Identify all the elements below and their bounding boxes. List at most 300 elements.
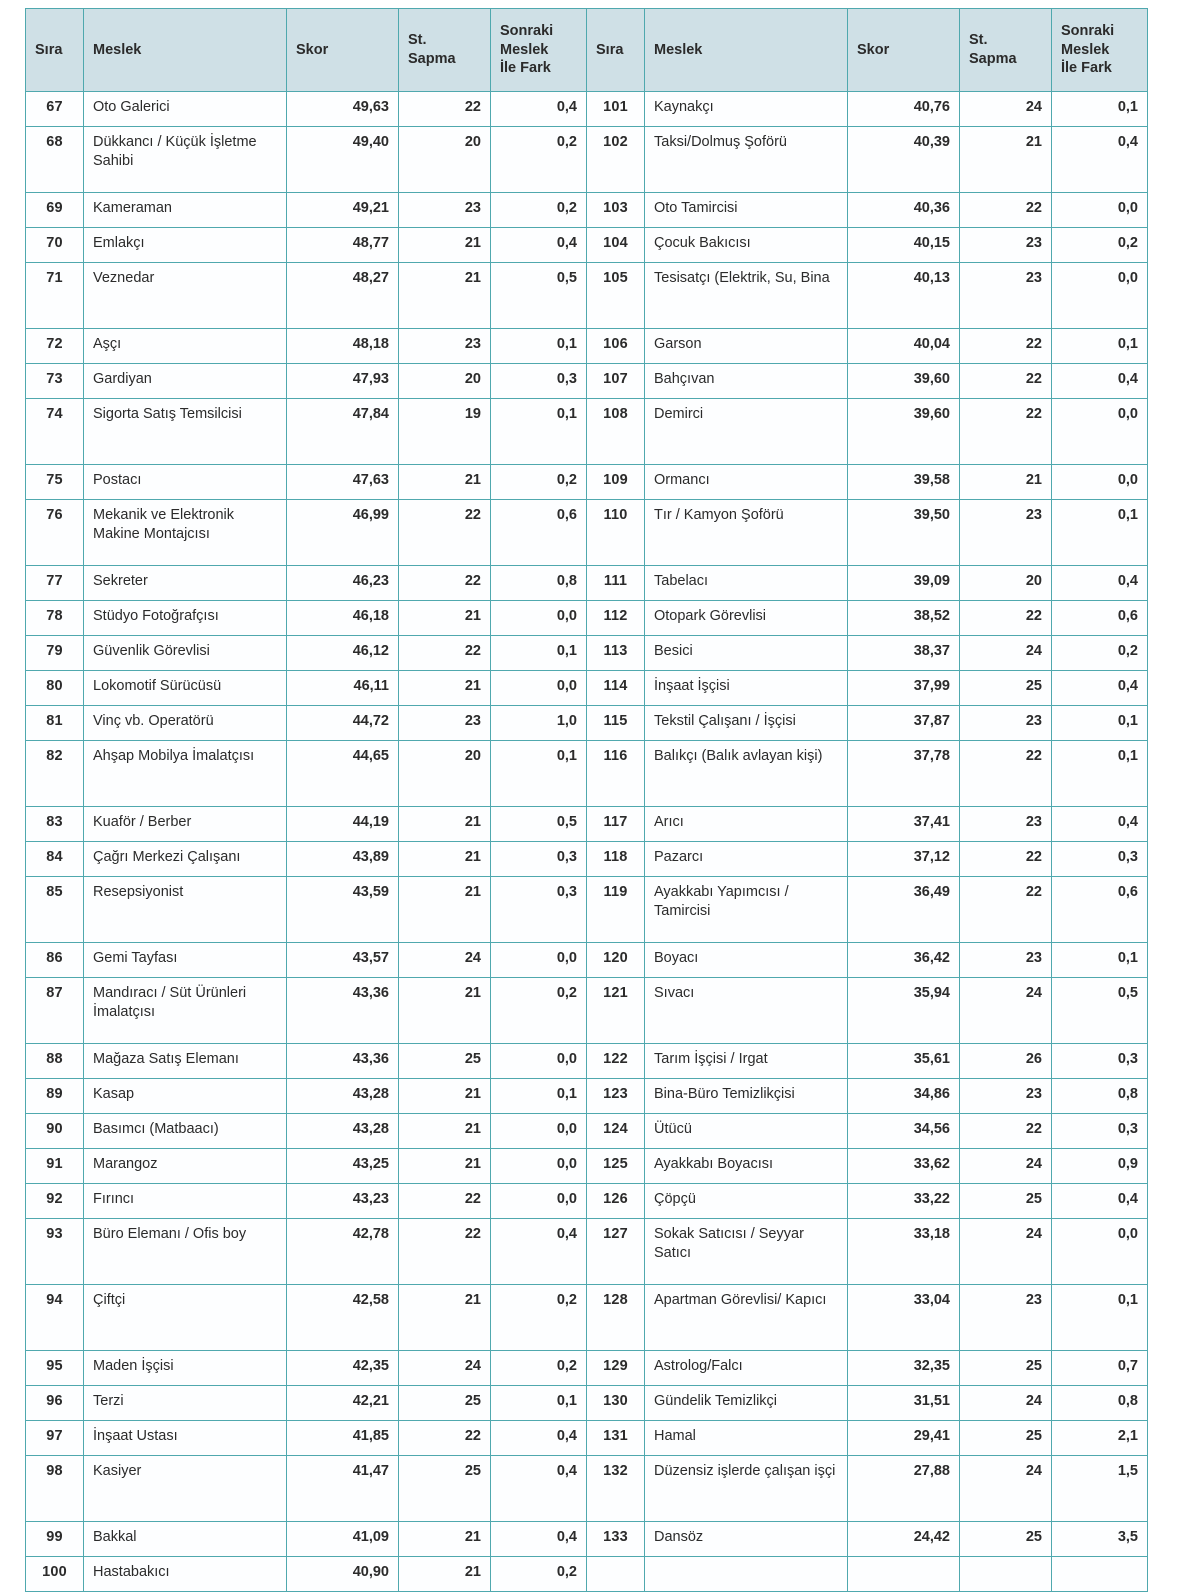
header-skor-left: Skor	[287, 9, 399, 92]
cell-rank-left: 72	[26, 329, 84, 364]
cell-occupation-left: Gemi Tayfası	[84, 943, 287, 978]
cell-score-left: 41,47	[287, 1456, 399, 1522]
cell-stdev-right: 23	[960, 706, 1052, 741]
cell-diff-left: 0,1	[491, 329, 587, 364]
cell-occupation-right: Ayakkabı Yapımcısı / Tamircisi	[645, 877, 848, 943]
header-st-sapma-right	[960, 9, 1052, 92]
cell-score-right: 33,22	[848, 1184, 960, 1219]
cell-stdev-right: 23	[960, 500, 1052, 566]
cell-rank-left: 69	[26, 193, 84, 228]
cell-rank-right: 103	[587, 193, 645, 228]
cell-occupation-right: Çocuk Bakıcısı	[645, 228, 848, 263]
cell-stdev-right: 23	[960, 1285, 1052, 1351]
cell-diff-right: 1,5	[1052, 1456, 1148, 1522]
cell-occupation-right: Kaynakçı	[645, 92, 848, 127]
cell-stdev-right: 23	[960, 1079, 1052, 1114]
cell-rank-left: 84	[26, 842, 84, 877]
header-fark-left-line2: Meslek	[500, 41, 549, 58]
cell-rank-left: 70	[26, 228, 84, 263]
cell-occupation-right: Otopark Görevlisi	[645, 601, 848, 636]
cell-diff-left: 0,3	[491, 842, 587, 877]
cell-stdev-right: 22	[960, 601, 1052, 636]
cell-rank-right: 105	[587, 263, 645, 329]
cell-diff-left: 0,3	[491, 877, 587, 943]
cell-occupation-right: Tır / Kamyon Şoförü	[645, 500, 848, 566]
cell-occupation-left: Maden İşçisi	[84, 1351, 287, 1386]
cell-score-right: 40,15	[848, 228, 960, 263]
cell-score-left: 46,12	[287, 636, 399, 671]
cell-occupation-right: Astrolog/Falcı	[645, 1351, 848, 1386]
header-fark-right-line3: İle Fark	[1061, 60, 1112, 77]
cell-rank-right: 131	[587, 1421, 645, 1456]
cell-diff-right: 0,2	[1052, 636, 1148, 671]
cell-rank-left: 88	[26, 1044, 84, 1079]
cell-diff-left: 0,0	[491, 601, 587, 636]
table-row	[26, 500, 1148, 566]
cell-diff-left: 0,0	[491, 1044, 587, 1079]
cell-rank-right: 118	[587, 842, 645, 877]
cell-score-left: 47,63	[287, 465, 399, 500]
cell-occupation-right: Balıkçı (Balık avlayan kişi)	[645, 741, 848, 807]
cell-stdev-right: 21	[960, 465, 1052, 500]
cell-occupation-left: Postacı	[84, 465, 287, 500]
table-row	[26, 399, 1148, 465]
cell-diff-right: 0,7	[1052, 1351, 1148, 1386]
cell-rank-right: 101	[587, 92, 645, 127]
cell-score-right: 38,52	[848, 601, 960, 636]
cell-occupation-right: Tarım İşçisi / Irgat	[645, 1044, 848, 1079]
cell-rank-right: 120	[587, 943, 645, 978]
table-header	[26, 9, 1148, 92]
cell-stdev-left: 24	[399, 1351, 491, 1386]
cell-rank-right: 104	[587, 228, 645, 263]
cell-diff-right: 0,0	[1052, 465, 1148, 500]
cell-stdev-left: 23	[399, 706, 491, 741]
cell-score-left: 47,93	[287, 364, 399, 399]
cell-stdev-left: 22	[399, 500, 491, 566]
header-st-sapma-right-line2: Sapma	[969, 51, 1017, 67]
cell-stdev-right: 25	[960, 671, 1052, 706]
cell-score-right: 33,18	[848, 1219, 960, 1285]
cell-score-right: 37,12	[848, 842, 960, 877]
cell-stdev-right: 22	[960, 329, 1052, 364]
cell-stdev-left: 21	[399, 1557, 491, 1592]
cell-occupation-left: Büro Elemanı / Ofis boy	[84, 1219, 287, 1285]
cell-rank-left: 81	[26, 706, 84, 741]
table-row	[26, 1285, 1148, 1351]
cell-score-left: 42,78	[287, 1219, 399, 1285]
cell-rank-left: 95	[26, 1351, 84, 1386]
cell-score-left: 43,36	[287, 978, 399, 1044]
table-row	[26, 263, 1148, 329]
cell-occupation-left: Hastabakıcı	[84, 1557, 287, 1592]
cell-stdev-left: 21	[399, 228, 491, 263]
table-row	[26, 943, 1148, 978]
cell-rank-left: 100	[26, 1557, 84, 1592]
cell-diff-left: 0,0	[491, 1114, 587, 1149]
cell-diff-left: 0,0	[491, 671, 587, 706]
cell-stdev-right: 24	[960, 1149, 1052, 1184]
cell-stdev-right	[960, 1557, 1052, 1592]
cell-occupation-left: Güvenlik Görevlisi	[84, 636, 287, 671]
cell-score-right: 40,36	[848, 193, 960, 228]
cell-occupation-left: Kameraman	[84, 193, 287, 228]
table-row	[26, 636, 1148, 671]
cell-occupation-left: Kuaför / Berber	[84, 807, 287, 842]
cell-diff-left: 0,6	[491, 500, 587, 566]
cell-rank-left: 67	[26, 92, 84, 127]
cell-score-left: 41,85	[287, 1421, 399, 1456]
header-st-sapma-left-line2: Sapma	[408, 51, 456, 67]
table-row	[26, 364, 1148, 399]
header-fark-left-line1: Sonraki	[500, 23, 554, 40]
table-row	[26, 741, 1148, 807]
table-row	[26, 671, 1148, 706]
cell-rank-right: 114	[587, 671, 645, 706]
cell-rank-right: 111	[587, 566, 645, 601]
table-row	[26, 842, 1148, 877]
cell-occupation-right: Tesisatçı (Elektrik, Su, Bina	[645, 263, 848, 329]
cell-occupation-right: Dansöz	[645, 1522, 848, 1557]
cell-diff-left: 0,2	[491, 127, 587, 193]
cell-rank-left: 96	[26, 1386, 84, 1421]
cell-stdev-left: 22	[399, 1184, 491, 1219]
cell-stdev-left: 22	[399, 566, 491, 601]
cell-occupation-right: Arıcı	[645, 807, 848, 842]
cell-occupation-left: Sekreter	[84, 566, 287, 601]
cell-score-right: 39,58	[848, 465, 960, 500]
cell-stdev-left: 23	[399, 193, 491, 228]
cell-stdev-right: 26	[960, 1044, 1052, 1079]
cell-score-right: 29,41	[848, 1421, 960, 1456]
cell-rank-left: 78	[26, 601, 84, 636]
cell-stdev-right: 24	[960, 92, 1052, 127]
cell-score-left: 43,28	[287, 1079, 399, 1114]
cell-stdev-left: 25	[399, 1044, 491, 1079]
cell-rank-right: 130	[587, 1386, 645, 1421]
table-row	[26, 1421, 1148, 1456]
cell-rank-right: 108	[587, 399, 645, 465]
cell-occupation-left: Mekanik ve Elektronik Makine Montajcısı	[84, 500, 287, 566]
table-row	[26, 978, 1148, 1044]
cell-diff-right: 0,4	[1052, 671, 1148, 706]
cell-stdev-right: 24	[960, 1386, 1052, 1421]
cell-stdev-left: 21	[399, 671, 491, 706]
cell-diff-right: 0,4	[1052, 1184, 1148, 1219]
cell-rank-right: 122	[587, 1044, 645, 1079]
cell-rank-right: 125	[587, 1149, 645, 1184]
cell-occupation-left: Resepsiyonist	[84, 877, 287, 943]
cell-score-left: 44,19	[287, 807, 399, 842]
cell-occupation-right	[645, 1557, 848, 1592]
cell-rank-right: 110	[587, 500, 645, 566]
cell-diff-left: 0,8	[491, 566, 587, 601]
cell-diff-right: 0,3	[1052, 1044, 1148, 1079]
cell-diff-left: 0,4	[491, 92, 587, 127]
cell-score-right: 36,42	[848, 943, 960, 978]
cell-stdev-left: 21	[399, 877, 491, 943]
cell-occupation-left: Gardiyan	[84, 364, 287, 399]
cell-rank-left: 75	[26, 465, 84, 500]
cell-score-left: 40,90	[287, 1557, 399, 1592]
table-row	[26, 1351, 1148, 1386]
cell-rank-left: 91	[26, 1149, 84, 1184]
cell-diff-left: 0,2	[491, 1351, 587, 1386]
cell-rank-right: 133	[587, 1522, 645, 1557]
cell-stdev-left: 23	[399, 329, 491, 364]
cell-score-left: 47,84	[287, 399, 399, 465]
cell-diff-right: 0,6	[1052, 877, 1148, 943]
cell-score-right: 34,56	[848, 1114, 960, 1149]
cell-score-left: 46,18	[287, 601, 399, 636]
cell-score-left: 43,25	[287, 1149, 399, 1184]
cell-score-left: 49,63	[287, 92, 399, 127]
cell-score-right: 39,60	[848, 399, 960, 465]
cell-stdev-right: 20	[960, 566, 1052, 601]
cell-diff-right: 0,3	[1052, 842, 1148, 877]
cell-score-left: 43,28	[287, 1114, 399, 1149]
cell-occupation-left: Oto Galerici	[84, 92, 287, 127]
cell-diff-left: 0,2	[491, 1557, 587, 1592]
cell-occupation-right: Demirci	[645, 399, 848, 465]
cell-stdev-left: 21	[399, 1149, 491, 1184]
cell-stdev-left: 21	[399, 1285, 491, 1351]
cell-rank-left: 86	[26, 943, 84, 978]
cell-occupation-left: Emlakçı	[84, 228, 287, 263]
cell-score-left: 43,23	[287, 1184, 399, 1219]
cell-score-right: 31,51	[848, 1386, 960, 1421]
cell-rank-right: 132	[587, 1456, 645, 1522]
cell-score-right: 33,04	[848, 1285, 960, 1351]
cell-diff-left: 0,4	[491, 228, 587, 263]
cell-score-left: 46,99	[287, 500, 399, 566]
table-row	[26, 1219, 1148, 1285]
cell-stdev-right: 22	[960, 877, 1052, 943]
cell-occupation-right: Pazarcı	[645, 842, 848, 877]
cell-occupation-left: Çağrı Merkezi Çalışanı	[84, 842, 287, 877]
cell-occupation-left: Mandıracı / Süt Ürünleri İmalatçısı	[84, 978, 287, 1044]
cell-rank-right: 102	[587, 127, 645, 193]
cell-diff-left: 0,3	[491, 364, 587, 399]
cell-occupation-left: Vinç vb. Operatörü	[84, 706, 287, 741]
cell-stdev-right: 23	[960, 943, 1052, 978]
cell-diff-right: 0,0	[1052, 1219, 1148, 1285]
cell-score-right: 24,42	[848, 1522, 960, 1557]
cell-score-left: 48,27	[287, 263, 399, 329]
cell-occupation-left: Lokomotif Sürücüsü	[84, 671, 287, 706]
cell-score-right: 40,13	[848, 263, 960, 329]
cell-rank-right: 113	[587, 636, 645, 671]
cell-diff-left: 0,0	[491, 1184, 587, 1219]
cell-stdev-left: 21	[399, 263, 491, 329]
header-meslek-right: Meslek	[645, 9, 848, 92]
cell-diff-left: 0,4	[491, 1522, 587, 1557]
cell-diff-left: 0,4	[491, 1421, 587, 1456]
table-row	[26, 193, 1148, 228]
cell-diff-left: 0,2	[491, 978, 587, 1044]
cell-diff-right: 0,1	[1052, 1285, 1148, 1351]
cell-occupation-left: Fırıncı	[84, 1184, 287, 1219]
cell-score-left: 41,09	[287, 1522, 399, 1557]
cell-occupation-right: Oto Tamircisi	[645, 193, 848, 228]
cell-occupation-right: Bahçıvan	[645, 364, 848, 399]
cell-diff-right: 0,8	[1052, 1386, 1148, 1421]
cell-rank-left: 92	[26, 1184, 84, 1219]
cell-stdev-right: 24	[960, 1456, 1052, 1522]
cell-diff-left: 0,1	[491, 1079, 587, 1114]
cell-stdev-left: 21	[399, 842, 491, 877]
cell-occupation-right: Taksi/Dolmuş Şoförü	[645, 127, 848, 193]
cell-score-left: 44,72	[287, 706, 399, 741]
cell-occupation-left: İnşaat Ustası	[84, 1421, 287, 1456]
cell-rank-left: 73	[26, 364, 84, 399]
table-row	[26, 1184, 1148, 1219]
cell-score-left: 46,23	[287, 566, 399, 601]
table-row	[26, 807, 1148, 842]
cell-stdev-left: 21	[399, 1079, 491, 1114]
header-skor-right: Skor	[848, 9, 960, 92]
cell-occupation-right: Sıvacı	[645, 978, 848, 1044]
cell-occupation-left: Kasap	[84, 1079, 287, 1114]
cell-rank-right: 127	[587, 1219, 645, 1285]
table-row	[26, 1079, 1148, 1114]
cell-rank-right: 126	[587, 1184, 645, 1219]
cell-rank-right	[587, 1557, 645, 1592]
cell-diff-right: 2,1	[1052, 1421, 1148, 1456]
cell-rank-right: 112	[587, 601, 645, 636]
cell-diff-right: 0,1	[1052, 92, 1148, 127]
table-row	[26, 329, 1148, 364]
cell-score-right: 35,61	[848, 1044, 960, 1079]
cell-score-right: 37,78	[848, 741, 960, 807]
cell-diff-left: 0,0	[491, 1149, 587, 1184]
cell-rank-right: 115	[587, 706, 645, 741]
cell-diff-right: 0,0	[1052, 193, 1148, 228]
header-fark-left-line3: İle Fark	[500, 60, 551, 77]
cell-score-right: 32,35	[848, 1351, 960, 1386]
cell-diff-left: 0,0	[491, 943, 587, 978]
cell-stdev-left: 20	[399, 741, 491, 807]
cell-diff-right: 0,4	[1052, 807, 1148, 842]
cell-occupation-right: Ütücü	[645, 1114, 848, 1149]
header-sira-right: Sıra	[587, 9, 645, 92]
table-row	[26, 1149, 1148, 1184]
cell-rank-right: 106	[587, 329, 645, 364]
cell-occupation-right: İnşaat İşçisi	[645, 671, 848, 706]
table-row	[26, 92, 1148, 127]
cell-score-right: 35,94	[848, 978, 960, 1044]
cell-rank-left: 71	[26, 263, 84, 329]
cell-diff-right: 0,1	[1052, 943, 1148, 978]
cell-occupation-left: Aşçı	[84, 329, 287, 364]
cell-occupation-left: Bakkal	[84, 1522, 287, 1557]
cell-rank-left: 76	[26, 500, 84, 566]
cell-score-left: 42,21	[287, 1386, 399, 1421]
table-row	[26, 465, 1148, 500]
header-fark-left	[491, 9, 587, 92]
cell-diff-right: 0,0	[1052, 399, 1148, 465]
table-row	[26, 1114, 1148, 1149]
cell-stdev-right: 24	[960, 636, 1052, 671]
header-fark-right-line1: Sonraki	[1061, 23, 1115, 40]
cell-diff-right: 3,5	[1052, 1522, 1148, 1557]
cell-occupation-right: Sokak Satıcısı / Seyyar Satıcı	[645, 1219, 848, 1285]
cell-score-right: 27,88	[848, 1456, 960, 1522]
cell-diff-left: 0,1	[491, 741, 587, 807]
cell-score-right: 39,60	[848, 364, 960, 399]
cell-occupation-right: Besici	[645, 636, 848, 671]
cell-rank-right: 128	[587, 1285, 645, 1351]
cell-diff-left: 0,1	[491, 1386, 587, 1421]
cell-rank-left: 93	[26, 1219, 84, 1285]
cell-score-left: 48,18	[287, 329, 399, 364]
cell-stdev-right: 22	[960, 399, 1052, 465]
header-st-sapma-left	[399, 9, 491, 92]
cell-stdev-right: 23	[960, 807, 1052, 842]
cell-rank-left: 79	[26, 636, 84, 671]
cell-occupation-right: Hamal	[645, 1421, 848, 1456]
cell-occupation-left: Mağaza Satış Elemanı	[84, 1044, 287, 1079]
cell-score-right: 34,86	[848, 1079, 960, 1114]
cell-stdev-left: 22	[399, 636, 491, 671]
table-header-row	[26, 9, 1148, 92]
cell-diff-right: 0,4	[1052, 364, 1148, 399]
cell-diff-right: 0,4	[1052, 566, 1148, 601]
cell-occupation-right: Gündelik Temizlikçi	[645, 1386, 848, 1421]
cell-stdev-left: 20	[399, 127, 491, 193]
cell-occupation-left: Terzi	[84, 1386, 287, 1421]
cell-rank-right: 119	[587, 877, 645, 943]
cell-stdev-right: 23	[960, 263, 1052, 329]
cell-score-right: 40,39	[848, 127, 960, 193]
cell-occupation-left: Sigorta Satış Temsilcisi	[84, 399, 287, 465]
cell-stdev-left: 21	[399, 601, 491, 636]
table-row	[26, 1456, 1148, 1522]
cell-stdev-left: 21	[399, 465, 491, 500]
cell-rank-left: 83	[26, 807, 84, 842]
cell-rank-right: 129	[587, 1351, 645, 1386]
cell-occupation-left: Dükkancı / Küçük İşletme Sahibi	[84, 127, 287, 193]
cell-rank-left: 85	[26, 877, 84, 943]
cell-score-left: 48,77	[287, 228, 399, 263]
cell-diff-right: 0,1	[1052, 500, 1148, 566]
cell-stdev-left: 22	[399, 1421, 491, 1456]
cell-score-left: 44,65	[287, 741, 399, 807]
cell-rank-left: 77	[26, 566, 84, 601]
cell-occupation-left: Basımcı (Matbaacı)	[84, 1114, 287, 1149]
cell-rank-right: 109	[587, 465, 645, 500]
cell-score-left: 43,57	[287, 943, 399, 978]
cell-score-left: 49,40	[287, 127, 399, 193]
cell-occupation-left: Marangoz	[84, 1149, 287, 1184]
cell-occupation-left: Kasiyer	[84, 1456, 287, 1522]
cell-stdev-right: 23	[960, 228, 1052, 263]
cell-occupation-right: Ormancı	[645, 465, 848, 500]
table-body	[26, 92, 1148, 1592]
cell-diff-left: 0,4	[491, 1219, 587, 1285]
cell-score-left: 49,21	[287, 193, 399, 228]
cell-occupation-right: Tabelacı	[645, 566, 848, 601]
cell-rank-left: 98	[26, 1456, 84, 1522]
cell-stdev-right: 25	[960, 1522, 1052, 1557]
cell-diff-left: 0,4	[491, 1456, 587, 1522]
cell-rank-right: 124	[587, 1114, 645, 1149]
cell-occupation-left: Çiftçi	[84, 1285, 287, 1351]
cell-rank-left: 99	[26, 1522, 84, 1557]
table-row	[26, 1044, 1148, 1079]
table-row	[26, 1522, 1148, 1557]
table-row	[26, 706, 1148, 741]
